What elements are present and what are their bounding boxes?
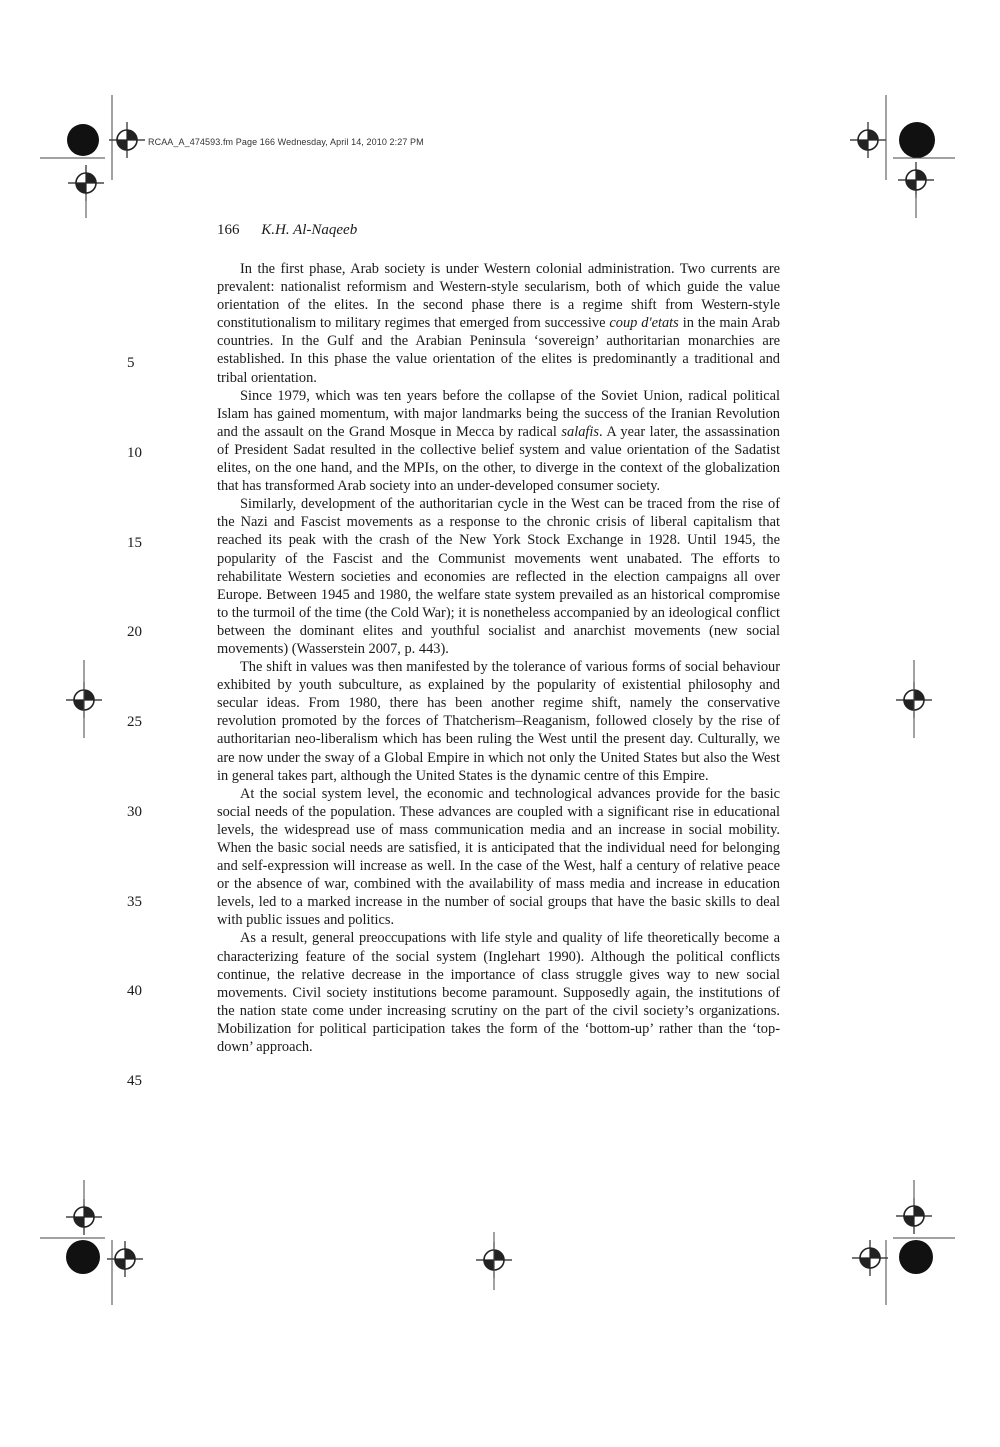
line-number: 15 [127,535,142,551]
line-number: 45 [127,1073,142,1089]
black-dot-bottom-right [899,1240,933,1274]
black-dot-top-left [67,124,99,156]
paragraph-text: As a result, general preoccupations with life style and quality of life theoretically become a characterizing feature of the social system (Inglehart 1990). Although the political conflicts continue, the relative decrease in the importance of class struggle gives way to new social movements. Civil society institutions become paramount. Supposedly again, the institutions of the nation state come under increasing scrutiny on the part of the civil society’s organizations. Mobilization for political participation takes the form of the ‘bottom-up’ rather than the ‘top-down’ approach. [217,930,780,1056]
black-dot-top-right [899,122,935,158]
paragraph [217,495,780,658]
line-number: 10 [127,445,142,461]
running-head [217,222,357,239]
paragraph [217,260,780,387]
paragraph-text: . A year later, the assassination of President Sadat resulted in the collective belief system and value orientation of the Sadatist elites, on the one hand, and the MPIs, on the other, to diverge in the context of the globalization that has transformed Arab society into an under-developed consumer society. [217,423,780,495]
italic-term: coup d'etats [609,315,679,332]
italic-term: salafis [561,423,600,440]
line-number: 20 [127,624,142,640]
running-author: K.H. Al-Naqeeb [261,222,358,238]
slug-line: RCAA_A_474593.fm Page 166 Wednesday, April 14, 2010 2:27 PM [148,137,424,147]
page-number: 166 [217,222,240,238]
line-number: 40 [127,983,142,999]
body-text [217,260,780,1056]
paragraph-text: in the main Arab countries. In the Gulf and the Arabian Peninsula ‘sovereign’ authoritarian monarchies are established. In this phase the value orientation of the elites is predominantly a traditional and tribal orientation. [217,315,780,386]
paragraph-text: The shift in values was then manifested by the tolerance of various forms of social behaviour exhibited by youth subculture, as explained by the popularity of existential philosophy and secular ideas. From 1980, there has been another regime shift, namely the conservative revolution promoted by the forces of Thatcherism–Reaganism, followed closely by the rise of authoritarian neo-liberalism which has been ruling the West until the present day. Culturally, we are now under the sway of a Global Empire in which not only the United States but also the West in general takes part, although the United States is the dynamic centre of this Empire. [217,659,780,784]
line-number: 25 [127,714,142,730]
paragraph [217,929,780,1056]
line-number: 5 [127,355,135,371]
paragraph [217,658,780,785]
paragraph [217,785,780,930]
paragraph-text: Similarly, development of the authoritarian cycle in the West can be traced from the rise of the Nazi and Fascist movements as a response to the chronic crisis of liberal capitalism that reached its peak with the crash of the New York Stock Exchange in 1928. Until 1945, the popularity of the Fascist and the Communist movements went unabated. The efforts to rehabilitate Western societies and economies are reflected in the election campaigns all over Europe. Between 1945 and 1980, the welfare state system prevailed as an historical compromise to the turmoil of the time (the Cold War); it is nonetheless accompanied by an ideological conflict between the dominant elites and youthful socialist and anarchist movements (new social movements) (Wasserstein 2007, p. 443). [217,496,780,657]
paragraph-text: In the first phase, Arab society is under Western colonial administration. Two currents are prevalent: nationalist reformism and Western-style secularism, both of which guide the value orientation of the elites. In the second phase there is a regime shift from Western-style constitutionalism to military regimes that emerged from successive [217,261,780,332]
paragraph-text: Since 1979, which was ten years before the collapse of the Soviet Union, radical political Islam has gained momentum, with major landmarks being the success of the Iranian Revolution and the assault on the Grand Mosque in Mecca by radical [217,387,780,440]
black-dot-bottom-left [66,1240,100,1274]
line-number: 35 [127,894,142,910]
line-number: 30 [127,804,142,820]
paragraph-text: At the social system level, the economic and technological advances provide for the basic social needs of the population. These advances are coupled with a significant rise in educational levels, the widespread use of mass communication media and an increase in social mobility. When the basic social needs are satisfied, it is anticipated that the individual need for belonging and self-expression will increase as well. In the case of the West, half a century of relative peace or the absence of war, combined with the availability of mass media and increase in education levels, led to a marked increase in the number of social groups that have the basic skills to deal with public issues and politics. [217,785,780,929]
paragraph [217,387,780,496]
